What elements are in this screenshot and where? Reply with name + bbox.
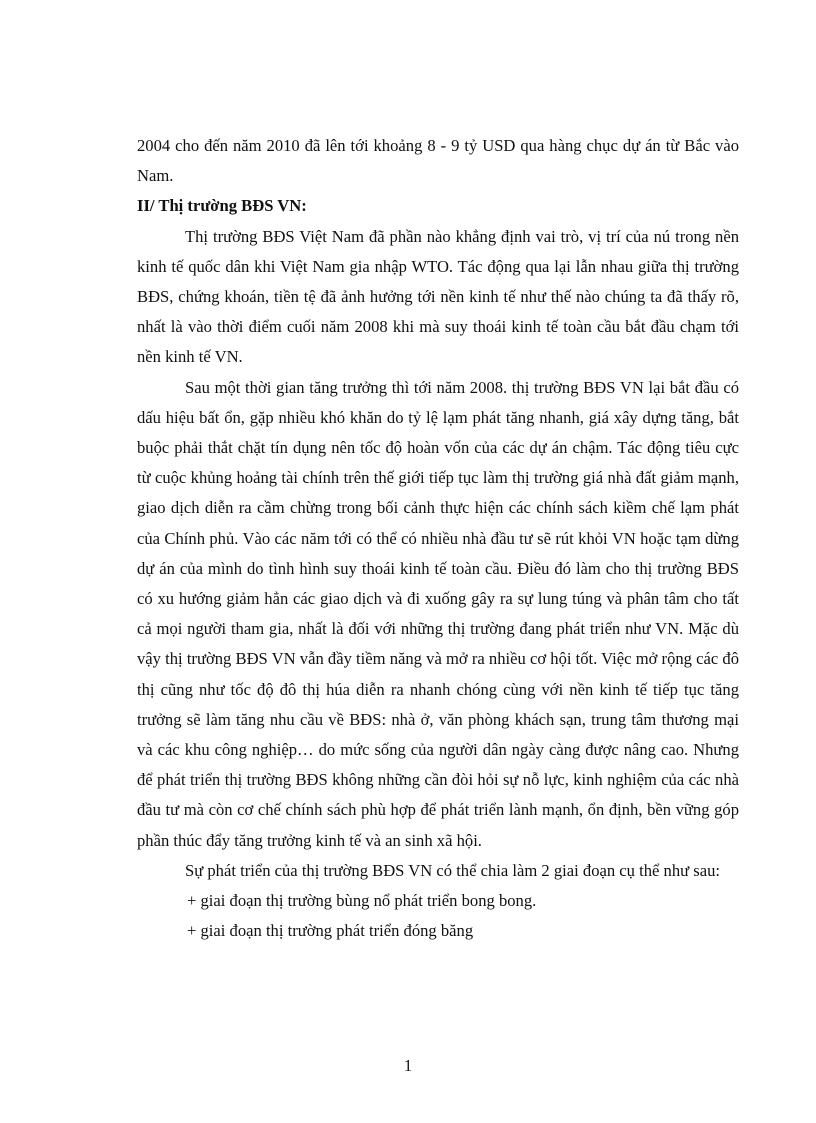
paragraph-development-stages: Sự phát triển của thị trường BĐS VN có thể chia làm 2 giai đoạn cụ thể như sau:	[185, 860, 721, 880]
intro-continuation-paragraph: 2004 cho đến năm 2010 đã lên tới khoảng 8 - 9 tỷ USD qua hàng chục dự án từ Bắc vào Nam.	[137, 136, 739, 186]
list-item: + giai đoạn thị trường phát triển đóng băng	[187, 921, 474, 941]
section-heading: II/ Thị trường BĐS VN:	[137, 196, 307, 216]
paragraph-market-instability: Sau một thời gian tăng trưởng thì tới năm 2008. thị trường BĐS VN lại bắt đầu có dấu hiệu bất ổn, gặp nhiều khó khăn do tỷ lệ lạm phát tăng nhanh, giá xây dựng tăng, bắt buộc phải thắt chặt tín dụng nên tốc độ hoàn vốn của các dự án chậm. Tác động tiêu cực từ cuộc khủng hoảng tài chính trên thế giới tiếp tục làm thị trường giá nhà đất giảm mạnh, giao dịch diễn ra cầm chừng trong bối cảnh thực hiện các chính sách kiềm chế lạm phát của Chính phủ. Vào các năm tới có thể có nhiều nhà đầu tư sẽ rút khỏi VN hoặc tạm dừng dự án của mình do tình hình suy thoái kinh tế toàn cầu. Điều đó làm cho thị trường BĐS có xu hướng giảm hẳn các giao dịch và đi xuống gây ra sự lung túng và phân tâm cho tất cả mọi người tham gia, nhất là đối với những thị trường đang phát triển như VN. Mặc dù vậy thị trường BĐS VN vẫn đầy tiềm năng và mở ra nhiều cơ hội tốt. Việc mở rộng các đô thị cũng như tốc độ đô thị húa diễn ra nhanh chóng cùng với nền kinh tế tiếp tục tăng trưởng sẽ làm tăng nhu cầu về BĐS: nhà ở, văn phòng khách sạn, trung tâm thương mại và các khu công nghiệp… do mức sống của người dân ngày càng được nâng cao. Nhưng để phát triển thị trường BĐS không những cần đòi hỏi sự nỗ lực, kinh nghiệm của các nhà đầu tư mà còn cơ chế chính sách phù hợp để phát triển lành mạnh, ổn định, bền vững góp phần thúc đẩy tăng trưởng kinh tế và an sinh xã hội.	[137, 377, 739, 850]
page-body	[137, 131, 739, 946]
list-item: + giai đoạn thị trường bùng nổ phát triển bong bong.	[187, 891, 537, 911]
paragraph-market-role: Thị trường BĐS Việt Nam đã phần nào khẳng định vai trò, vị trí của nú trong nền kinh tế quốc dân khi Việt Nam gia nhập WTO. Tác động qua lại lẫn nhau giữa thị trường BĐS, chứng khoán, tiền tệ đã ảnh hưởng tới nền kinh tế như thế nào chúng ta đã thấy rõ, nhất là vào thời điểm cuối năm 2008 khi mà suy thoái kinh tế toàn cầu bắt đầu chạm tới nền kinh tế VN.	[137, 226, 739, 367]
page-number: 1	[403, 1056, 413, 1075]
